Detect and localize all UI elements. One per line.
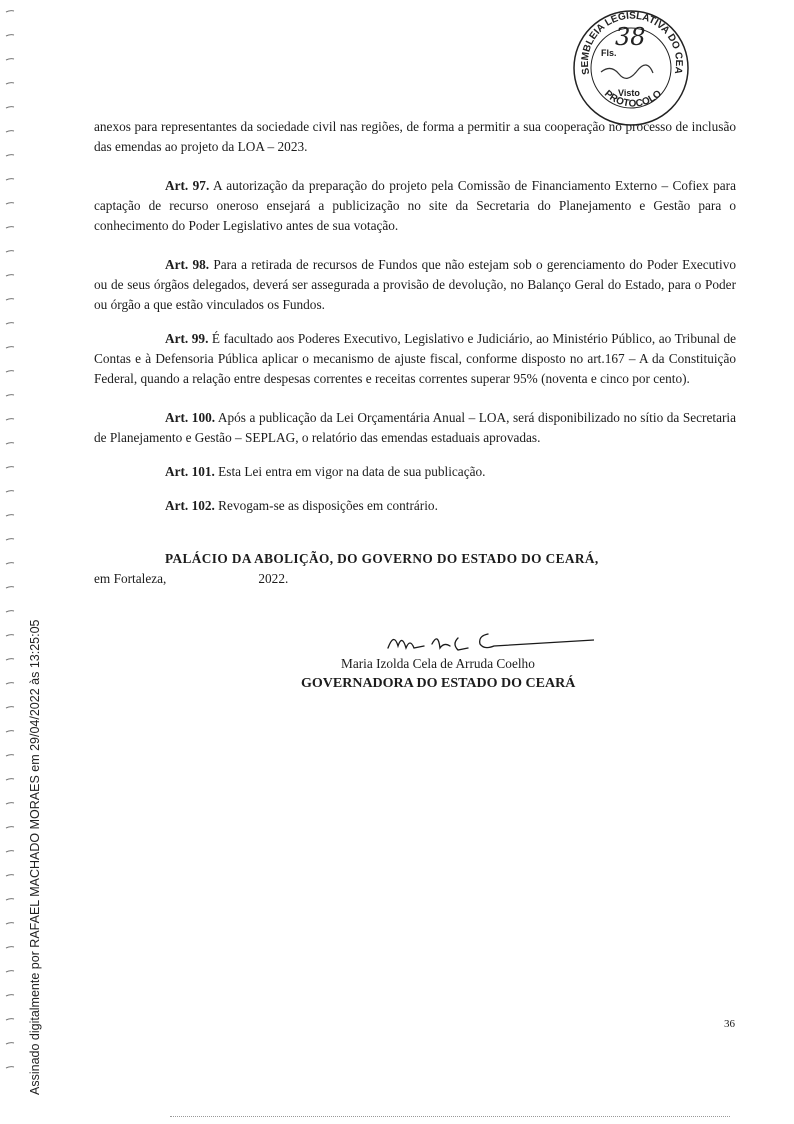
article-97-text: A autorização da preparação do projeto pela Comissão de Financiamento Externo – Cofiex para captação de recurso oneroso ensejará a publicização no site da Secretaria do Planejamento e Gestão para o conhecimento do Poder Legislativo antes de sua votação. bbox=[94, 178, 737, 233]
year-text: 2022. bbox=[258, 571, 289, 586]
article-98 bbox=[94, 255, 736, 315]
stamp-arc-bottom: PROTOCOLO bbox=[602, 88, 664, 110]
article-101-text: Esta Lei entra em vigor na data de sua publicação. bbox=[214, 464, 486, 479]
article-102-label: Art. 102. bbox=[165, 498, 215, 513]
footer-divider bbox=[170, 1116, 730, 1117]
article-97 bbox=[94, 176, 736, 236]
article-99-label: Art. 99. bbox=[165, 331, 209, 346]
place-date-line bbox=[94, 569, 736, 589]
article-97-label: Art. 97. bbox=[165, 178, 210, 193]
digital-signature-note: Assinado digitalmente por RAFAEL MACHADO MORAES em 29/04/2022 às 13:25:05 bbox=[28, 619, 42, 1095]
article-100-label: Art. 100. bbox=[165, 410, 216, 425]
article-98-text: Para a retirada de recursos de Fundos que não estejam sob o gerenciamento do Poder Executivo ou de seus órgãos delegados, deverá ser assegurada a provisão de devolução, no Balanço Geral do Estado, para o Poder ou órgão a que estão vinculados os Fundos. bbox=[94, 257, 736, 312]
article-101-label: Art. 101. bbox=[165, 464, 215, 479]
handwritten-signature bbox=[384, 624, 594, 658]
stamp-visto-label: Visto bbox=[618, 88, 640, 98]
closing-block bbox=[94, 549, 736, 589]
signer-title: GOVERNADORA DO ESTADO DO CEARÁ bbox=[301, 676, 576, 691]
article-100-text: Após a publicação da Lei Orçamentária Anual – LOA, será disponibilizado no sítio da Secretaria de Planejamento e Gestão – SEPLAG, o relatório das emendas estaduais aprovadas. bbox=[94, 410, 736, 445]
stamp-page-number: 38 bbox=[615, 23, 646, 51]
article-98-label: Art. 98. bbox=[165, 257, 210, 272]
article-100 bbox=[94, 408, 736, 448]
stamp-fls-label: Fls. bbox=[601, 48, 617, 58]
protocol-stamp bbox=[571, 8, 691, 128]
article-102 bbox=[94, 496, 736, 516]
place-text: em Fortaleza, bbox=[94, 571, 167, 586]
page-number: 36 bbox=[724, 1018, 735, 1030]
article-99 bbox=[94, 329, 736, 389]
signer-name: Maria Izolda Cela de Arruda Coelho bbox=[341, 656, 535, 671]
article-101 bbox=[94, 462, 736, 482]
document-body bbox=[94, 117, 736, 516]
stamp-handwritten-initials bbox=[601, 65, 653, 78]
scan-margin-marks bbox=[0, 0, 30, 1124]
paragraph-continuation: anexos para representantes da sociedade civil nas regiões, de forma a permitir a sua cooperação no processo de inclusão das emendas ao projeto da LOA – 2023. bbox=[94, 119, 736, 154]
article-99-text: É facultado aos Poderes Executivo, Legislativo e Judiciário, ao Ministério Público, ao Tribunal de Contas e à Defensoria Pública aplicar o mecanismo de ajuste fiscal, conforme disposto no art.167 – A da Constituição Federal, quando a relação entre despesas correntes e receitas correntes superar 95% (noventa e cinco por cento). bbox=[94, 331, 736, 386]
palace-line: PALÁCIO DA ABOLIÇÃO, DO GOVERNO DO ESTADO DO CEARÁ, bbox=[165, 551, 599, 566]
article-102-text: Revogam-se as disposições em contrário. bbox=[214, 498, 438, 513]
stamp-arc-top: SEMBLEIA LEGISLATIVA DO CEA bbox=[579, 10, 685, 76]
